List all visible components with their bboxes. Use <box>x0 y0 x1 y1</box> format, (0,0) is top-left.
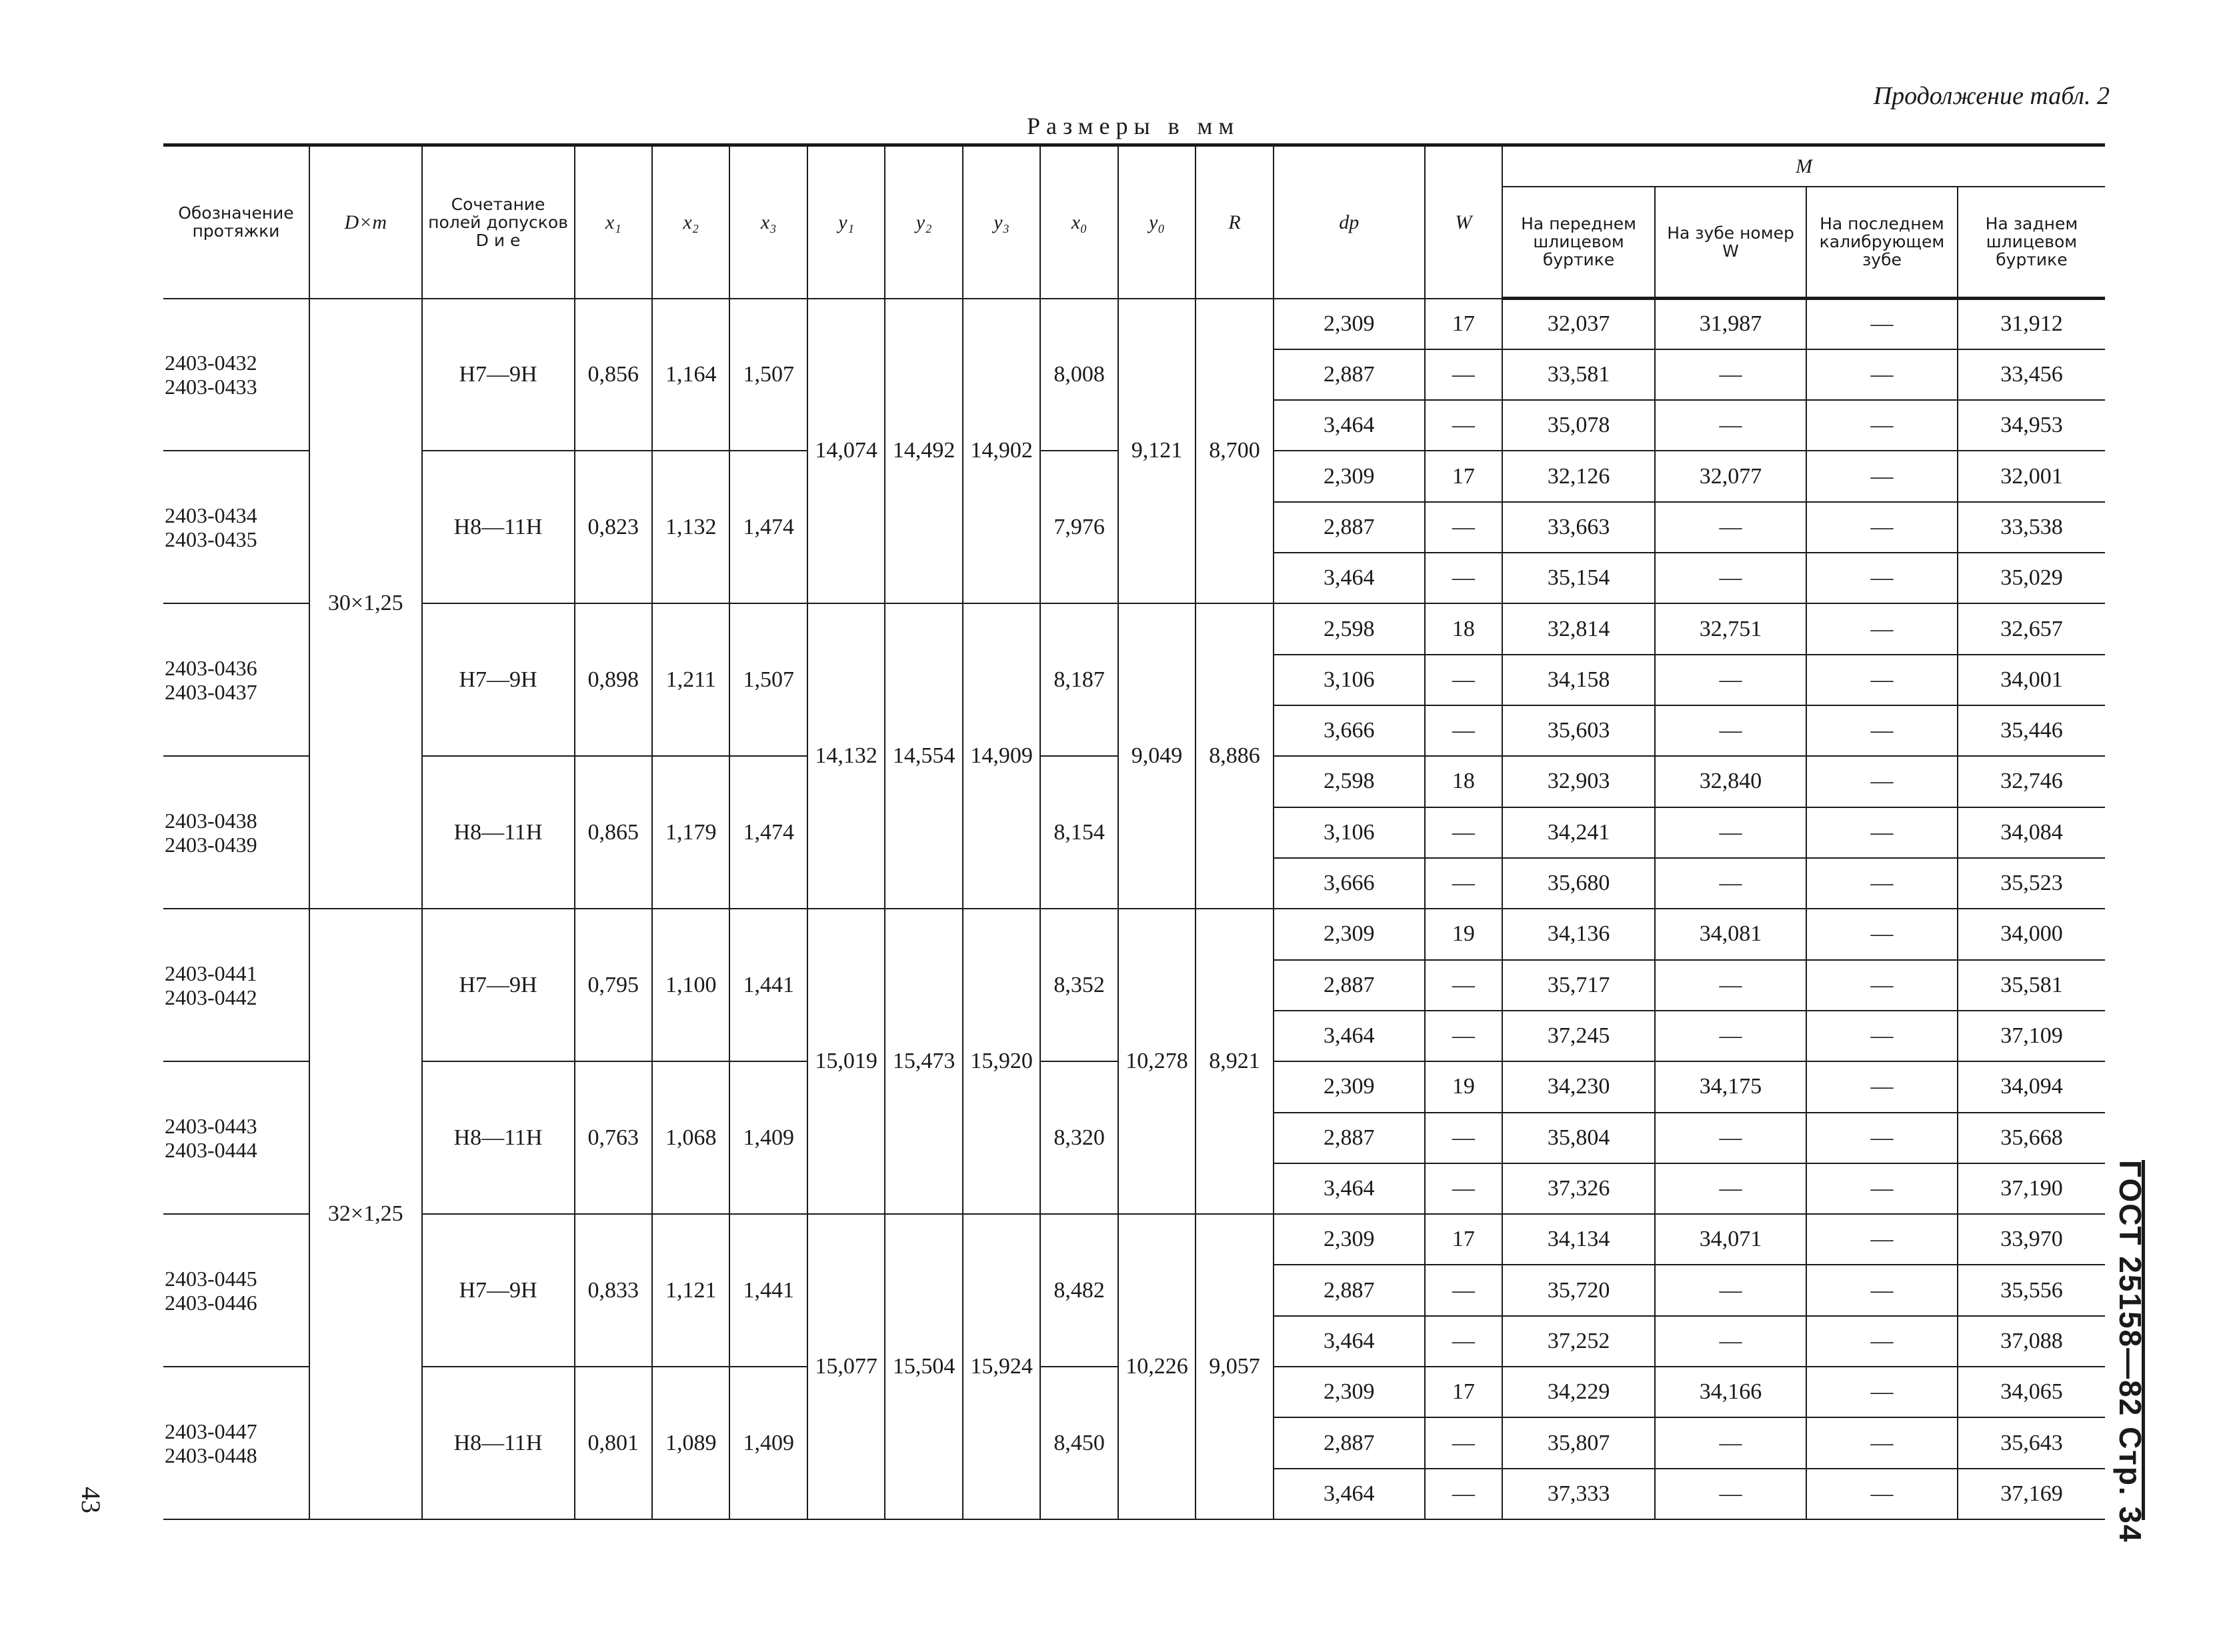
x2-cell: 1,211 <box>652 603 729 756</box>
header-dp: dp <box>1274 145 1425 299</box>
y1-cell: 14,074 <box>807 299 885 604</box>
w-cell: — <box>1425 1316 1502 1367</box>
m-tooth-cell: — <box>1655 1316 1806 1367</box>
m-front-cell: 35,720 <box>1502 1265 1655 1315</box>
w-cell: — <box>1425 807 1502 858</box>
w-cell: 19 <box>1425 1061 1502 1112</box>
m-back-cell: 35,029 <box>1958 553 2105 603</box>
dp-cell: 3,464 <box>1274 1469 1425 1519</box>
dxm-cell: 32×1,25 <box>309 909 422 1519</box>
table-row <box>163 1214 2105 1265</box>
x3-cell: 1,441 <box>729 909 807 1061</box>
tolerance-cell: H7—9H <box>422 909 575 1061</box>
y2-cell: 14,554 <box>885 603 962 909</box>
m-last-cell: — <box>1806 1316 1958 1367</box>
m-front-cell: 33,581 <box>1502 349 1655 400</box>
m-back-cell: 37,109 <box>1958 1011 2105 1061</box>
m-last-cell: — <box>1806 1367 1958 1417</box>
dp-cell: 2,887 <box>1274 502 1425 553</box>
tolerance-cell: H8—11H <box>422 756 575 909</box>
m-back-cell: 35,556 <box>1958 1265 2105 1315</box>
m-tooth-cell: 32,840 <box>1655 756 1806 807</box>
m-last-cell: — <box>1806 909 1958 959</box>
y1-cell: 14,132 <box>807 603 885 909</box>
x2-cell: 1,089 <box>652 1367 729 1519</box>
w-cell: — <box>1425 1265 1502 1315</box>
w-cell: — <box>1425 349 1502 400</box>
designation-code: 2403-0447 <box>165 1419 257 1443</box>
y1-cell: 15,077 <box>807 1214 885 1519</box>
header-tolerance: Сочетание полей допусков D и e <box>422 145 575 299</box>
m-front-cell: 34,158 <box>1502 655 1655 705</box>
x3-cell: 1,474 <box>729 756 807 909</box>
m-back-cell: 31,912 <box>1958 299 2105 349</box>
m-last-cell: — <box>1806 1214 1958 1265</box>
m-front-cell: 32,814 <box>1502 603 1655 654</box>
m-front-cell: 34,134 <box>1502 1214 1655 1265</box>
header-y1: y₁ <box>807 145 885 299</box>
m-back-cell: 32,657 <box>1958 603 2105 654</box>
y3-cell: 15,920 <box>963 909 1040 1214</box>
m-front-cell: 35,717 <box>1502 960 1655 1011</box>
m-tooth-cell: 34,175 <box>1655 1061 1806 1112</box>
w-cell: 18 <box>1425 756 1502 807</box>
m-back-cell: 35,581 <box>1958 960 2105 1011</box>
m-last-cell: — <box>1806 400 1958 451</box>
m-tooth-cell: 34,081 <box>1655 909 1806 959</box>
header-y2: y₂ <box>885 145 962 299</box>
tolerance-cell: H7—9H <box>422 299 575 451</box>
designation-code: 2403-0436 <box>165 655 257 680</box>
m-back-cell: 34,094 <box>1958 1061 2105 1112</box>
header-m-front: На переднем шлицевом буртике <box>1502 187 1655 299</box>
dp-cell: 2,309 <box>1274 1367 1425 1417</box>
y0-cell: 9,121 <box>1118 299 1196 604</box>
designation-code: 2403-0446 <box>165 1290 257 1315</box>
m-back-cell: 32,001 <box>1958 451 2105 501</box>
w-cell: — <box>1425 858 1502 909</box>
header-m-tooth: На зубе номер W <box>1655 187 1806 299</box>
x1-cell: 0,823 <box>575 451 652 603</box>
m-tooth-cell: 31,987 <box>1655 299 1806 349</box>
x0-cell: 7,976 <box>1040 451 1118 603</box>
dp-cell: 3,464 <box>1274 1011 1425 1061</box>
table-row <box>163 603 2105 654</box>
m-last-cell: — <box>1806 502 1958 553</box>
m-back-cell: 34,953 <box>1958 400 2105 451</box>
m-last-cell: — <box>1806 1417 1958 1468</box>
m-back-cell: 34,084 <box>1958 807 2105 858</box>
m-front-cell: 32,903 <box>1502 756 1655 807</box>
m-back-cell: 35,668 <box>1958 1113 2105 1163</box>
header-m-back: На заднем шлицевом буртике <box>1958 187 2105 299</box>
m-front-cell: 35,804 <box>1502 1113 1655 1163</box>
m-last-cell: — <box>1806 1469 1958 1519</box>
r-cell: 9,057 <box>1196 1214 1273 1519</box>
designation-code: 2403-0448 <box>165 1443 257 1467</box>
m-last-cell: — <box>1806 451 1958 501</box>
dimensions-table <box>163 143 2105 1520</box>
header-x0: x₀ <box>1040 145 1118 299</box>
m-last-cell: — <box>1806 1061 1958 1112</box>
header-y0: y₀ <box>1118 145 1196 299</box>
header-m: M <box>1502 145 2105 187</box>
m-tooth-cell: — <box>1655 1417 1806 1468</box>
x1-cell: 0,898 <box>575 603 652 756</box>
m-tooth-cell: — <box>1655 349 1806 400</box>
tolerance-cell: H7—9H <box>422 603 575 756</box>
w-cell: — <box>1425 1113 1502 1163</box>
m-back-cell: 35,643 <box>1958 1417 2105 1468</box>
w-cell: 19 <box>1425 909 1502 959</box>
dp-cell: 3,106 <box>1274 807 1425 858</box>
designation-cell <box>163 603 309 756</box>
dp-cell: 3,666 <box>1274 858 1425 909</box>
m-back-cell: 35,523 <box>1958 858 2105 909</box>
designation-code: 2403-0437 <box>165 679 257 704</box>
w-cell: — <box>1425 1469 1502 1519</box>
tolerance-cell: H8—11H <box>422 451 575 603</box>
x3-cell: 1,409 <box>729 1061 807 1214</box>
x2-cell: 1,164 <box>652 299 729 451</box>
m-last-cell: — <box>1806 299 1958 349</box>
dp-cell: 2,887 <box>1274 1113 1425 1163</box>
m-back-cell: 33,538 <box>1958 502 2105 553</box>
m-front-cell: 37,252 <box>1502 1316 1655 1367</box>
y0-cell: 10,226 <box>1118 1214 1196 1519</box>
y0-cell: 10,278 <box>1118 909 1196 1214</box>
x2-cell: 1,179 <box>652 756 729 909</box>
header-dxm: D×m <box>309 145 422 299</box>
w-cell: 17 <box>1425 451 1502 501</box>
dp-cell: 2,887 <box>1274 349 1425 400</box>
m-back-cell: 34,000 <box>1958 909 2105 959</box>
m-last-cell: — <box>1806 807 1958 858</box>
m-back-cell: 37,088 <box>1958 1316 2105 1367</box>
y3-cell: 14,902 <box>963 299 1040 604</box>
m-tooth-cell: — <box>1655 502 1806 553</box>
dp-cell: 3,464 <box>1274 1316 1425 1367</box>
dp-cell: 2,887 <box>1274 960 1425 1011</box>
header-designation: Обозначение протяжки <box>163 145 309 299</box>
x1-cell: 0,795 <box>575 909 652 1061</box>
designation-cell <box>163 756 309 909</box>
w-cell: — <box>1425 960 1502 1011</box>
w-cell: — <box>1425 655 1502 705</box>
m-front-cell: 34,230 <box>1502 1061 1655 1112</box>
designation-code: 2403-0432 <box>165 350 257 375</box>
dp-cell: 2,598 <box>1274 756 1425 807</box>
x0-cell: 8,154 <box>1040 756 1118 909</box>
m-last-cell: — <box>1806 553 1958 603</box>
continuation-label: Продолжение табл. 2 <box>1873 82 2110 110</box>
w-cell: 17 <box>1425 299 1502 349</box>
table-row <box>163 299 2105 349</box>
m-last-cell: — <box>1806 960 1958 1011</box>
m-front-cell: 37,326 <box>1502 1163 1655 1214</box>
units-caption: Размеры в мм <box>1027 113 1240 139</box>
header-r: R <box>1196 145 1273 299</box>
w-cell: — <box>1425 400 1502 451</box>
m-tooth-cell: — <box>1655 400 1806 451</box>
x1-cell: 0,833 <box>575 1214 652 1367</box>
y3-cell: 14,909 <box>963 603 1040 909</box>
r-cell: 8,921 <box>1196 909 1273 1214</box>
m-last-cell: — <box>1806 705 1958 756</box>
m-back-cell: 34,065 <box>1958 1367 2105 1417</box>
m-tooth-cell: — <box>1655 553 1806 603</box>
designation-code: 2403-0433 <box>165 374 257 399</box>
m-back-cell: 33,456 <box>1958 349 2105 400</box>
m-back-cell: 35,446 <box>1958 705 2105 756</box>
y1-cell: 15,019 <box>807 909 885 1214</box>
x2-cell: 1,068 <box>652 1061 729 1214</box>
m-tooth-cell: — <box>1655 858 1806 909</box>
x1-cell: 0,763 <box>575 1061 652 1214</box>
m-last-cell: — <box>1806 603 1958 654</box>
m-back-cell: 32,746 <box>1958 756 2105 807</box>
m-tooth-cell: 34,071 <box>1655 1214 1806 1265</box>
m-last-cell: — <box>1806 858 1958 909</box>
tolerance-cell: H8—11H <box>422 1061 575 1214</box>
w-cell: 17 <box>1425 1367 1502 1417</box>
designation-code: 2403-0441 <box>165 961 257 985</box>
w-cell: — <box>1425 705 1502 756</box>
m-tooth-cell: — <box>1655 1011 1806 1061</box>
m-front-cell: 33,663 <box>1502 502 1655 553</box>
m-tooth-cell: 32,751 <box>1655 603 1806 654</box>
dp-cell: 2,309 <box>1274 1061 1425 1112</box>
w-cell: — <box>1425 1011 1502 1061</box>
header-w: W <box>1425 145 1502 299</box>
designation-code: 2403-0442 <box>165 985 257 1009</box>
w-cell: — <box>1425 553 1502 603</box>
x2-cell: 1,121 <box>652 1214 729 1367</box>
designation-code: 2403-0438 <box>165 808 257 833</box>
designation-code: 2403-0445 <box>165 1266 257 1291</box>
designation-code: 2403-0434 <box>165 503 257 527</box>
m-last-cell: — <box>1806 655 1958 705</box>
x0-cell: 8,352 <box>1040 909 1118 1061</box>
designation-cell <box>163 1367 309 1519</box>
m-tooth-cell: — <box>1655 960 1806 1011</box>
x0-cell: 8,187 <box>1040 603 1118 756</box>
dp-cell: 2,309 <box>1274 1214 1425 1265</box>
dp-cell: 2,887 <box>1274 1417 1425 1468</box>
m-tooth-cell: — <box>1655 807 1806 858</box>
y0-cell: 9,049 <box>1118 603 1196 909</box>
designation-code: 2403-0439 <box>165 832 257 857</box>
m-back-cell: 37,190 <box>1958 1163 2105 1214</box>
x1-cell: 0,865 <box>575 756 652 909</box>
x0-cell: 8,482 <box>1040 1214 1118 1367</box>
dxm-cell: 30×1,25 <box>309 299 422 909</box>
dp-cell: 2,309 <box>1274 909 1425 959</box>
designation-cell <box>163 1214 309 1367</box>
y2-cell: 15,473 <box>885 909 962 1214</box>
x2-cell: 1,132 <box>652 451 729 603</box>
designation-cell <box>163 909 309 1061</box>
m-front-cell: 34,229 <box>1502 1367 1655 1417</box>
w-cell: — <box>1425 1163 1502 1214</box>
m-last-cell: — <box>1806 349 1958 400</box>
m-last-cell: — <box>1806 1163 1958 1214</box>
w-cell: — <box>1425 1417 1502 1468</box>
x3-cell: 1,474 <box>729 451 807 603</box>
x2-cell: 1,100 <box>652 909 729 1061</box>
designation-cell <box>163 1061 309 1214</box>
dp-cell: 3,464 <box>1274 1163 1425 1214</box>
w-cell: — <box>1425 502 1502 553</box>
x0-cell: 8,008 <box>1040 299 1118 451</box>
m-front-cell: 35,154 <box>1502 553 1655 603</box>
m-tooth-cell: — <box>1655 1469 1806 1519</box>
w-cell: 18 <box>1425 603 1502 654</box>
header-x1: x₁ <box>575 145 652 299</box>
y2-cell: 14,492 <box>885 299 962 604</box>
x3-cell: 1,507 <box>729 299 807 451</box>
m-front-cell: 37,245 <box>1502 1011 1655 1061</box>
m-front-cell: 35,680 <box>1502 858 1655 909</box>
w-cell: 17 <box>1425 1214 1502 1265</box>
m-front-cell: 34,136 <box>1502 909 1655 959</box>
designation-code: 2403-0444 <box>165 1137 257 1162</box>
m-last-cell: — <box>1806 1265 1958 1315</box>
designation-code: 2403-0443 <box>165 1113 257 1138</box>
tolerance-cell: H7—9H <box>422 1214 575 1367</box>
x3-cell: 1,507 <box>729 603 807 756</box>
m-last-cell: — <box>1806 1113 1958 1163</box>
m-front-cell: 32,037 <box>1502 299 1655 349</box>
m-tooth-cell: — <box>1655 1265 1806 1315</box>
m-back-cell: 37,169 <box>1958 1469 2105 1519</box>
r-cell: 8,700 <box>1196 299 1273 604</box>
header-x2: x₂ <box>652 145 729 299</box>
m-tooth-cell: — <box>1655 655 1806 705</box>
m-tooth-cell: 32,077 <box>1655 451 1806 501</box>
m-front-cell: 35,078 <box>1502 400 1655 451</box>
m-back-cell: 34,001 <box>1958 655 2105 705</box>
x0-cell: 8,320 <box>1040 1061 1118 1214</box>
m-front-cell: 35,807 <box>1502 1417 1655 1468</box>
x3-cell: 1,409 <box>729 1367 807 1519</box>
designation-cell <box>163 451 309 603</box>
dp-cell: 3,106 <box>1274 655 1425 705</box>
m-front-cell: 35,603 <box>1502 705 1655 756</box>
designation-code: 2403-0435 <box>165 527 257 551</box>
header-m-last: На последнем калибрующем зубе <box>1806 187 1958 299</box>
dp-cell: 3,464 <box>1274 400 1425 451</box>
designation-cell <box>163 299 309 451</box>
m-front-cell: 34,241 <box>1502 807 1655 858</box>
dp-cell: 2,598 <box>1274 603 1425 654</box>
y3-cell: 15,924 <box>963 1214 1040 1519</box>
dp-cell: 2,309 <box>1274 299 1425 349</box>
m-front-cell: 32,126 <box>1502 451 1655 501</box>
page-number: 43 <box>76 1487 106 1513</box>
dp-cell: 3,666 <box>1274 705 1425 756</box>
x1-cell: 0,801 <box>575 1367 652 1519</box>
m-tooth-cell: 34,166 <box>1655 1367 1806 1417</box>
x3-cell: 1,441 <box>729 1214 807 1367</box>
x1-cell: 0,856 <box>575 299 652 451</box>
header-x3: x₃ <box>729 145 807 299</box>
gost-label: ГОСТ 25158—82 Стр. 34 <box>2113 1160 2148 1543</box>
table-row <box>163 909 2105 959</box>
m-last-cell: — <box>1806 1011 1958 1061</box>
tolerance-cell: H8—11H <box>422 1367 575 1519</box>
m-tooth-cell: — <box>1655 1163 1806 1214</box>
dp-cell: 3,464 <box>1274 553 1425 603</box>
m-last-cell: — <box>1806 756 1958 807</box>
m-tooth-cell: — <box>1655 705 1806 756</box>
dp-cell: 2,887 <box>1274 1265 1425 1315</box>
r-cell: 8,886 <box>1196 603 1273 909</box>
table-body <box>163 299 2105 1520</box>
y2-cell: 15,504 <box>885 1214 962 1519</box>
x0-cell: 8,450 <box>1040 1367 1118 1519</box>
m-tooth-cell: — <box>1655 1113 1806 1163</box>
m-back-cell: 33,970 <box>1958 1214 2105 1265</box>
header-y3: y₃ <box>963 145 1040 299</box>
m-front-cell: 37,333 <box>1502 1469 1655 1519</box>
dp-cell: 2,309 <box>1274 451 1425 501</box>
